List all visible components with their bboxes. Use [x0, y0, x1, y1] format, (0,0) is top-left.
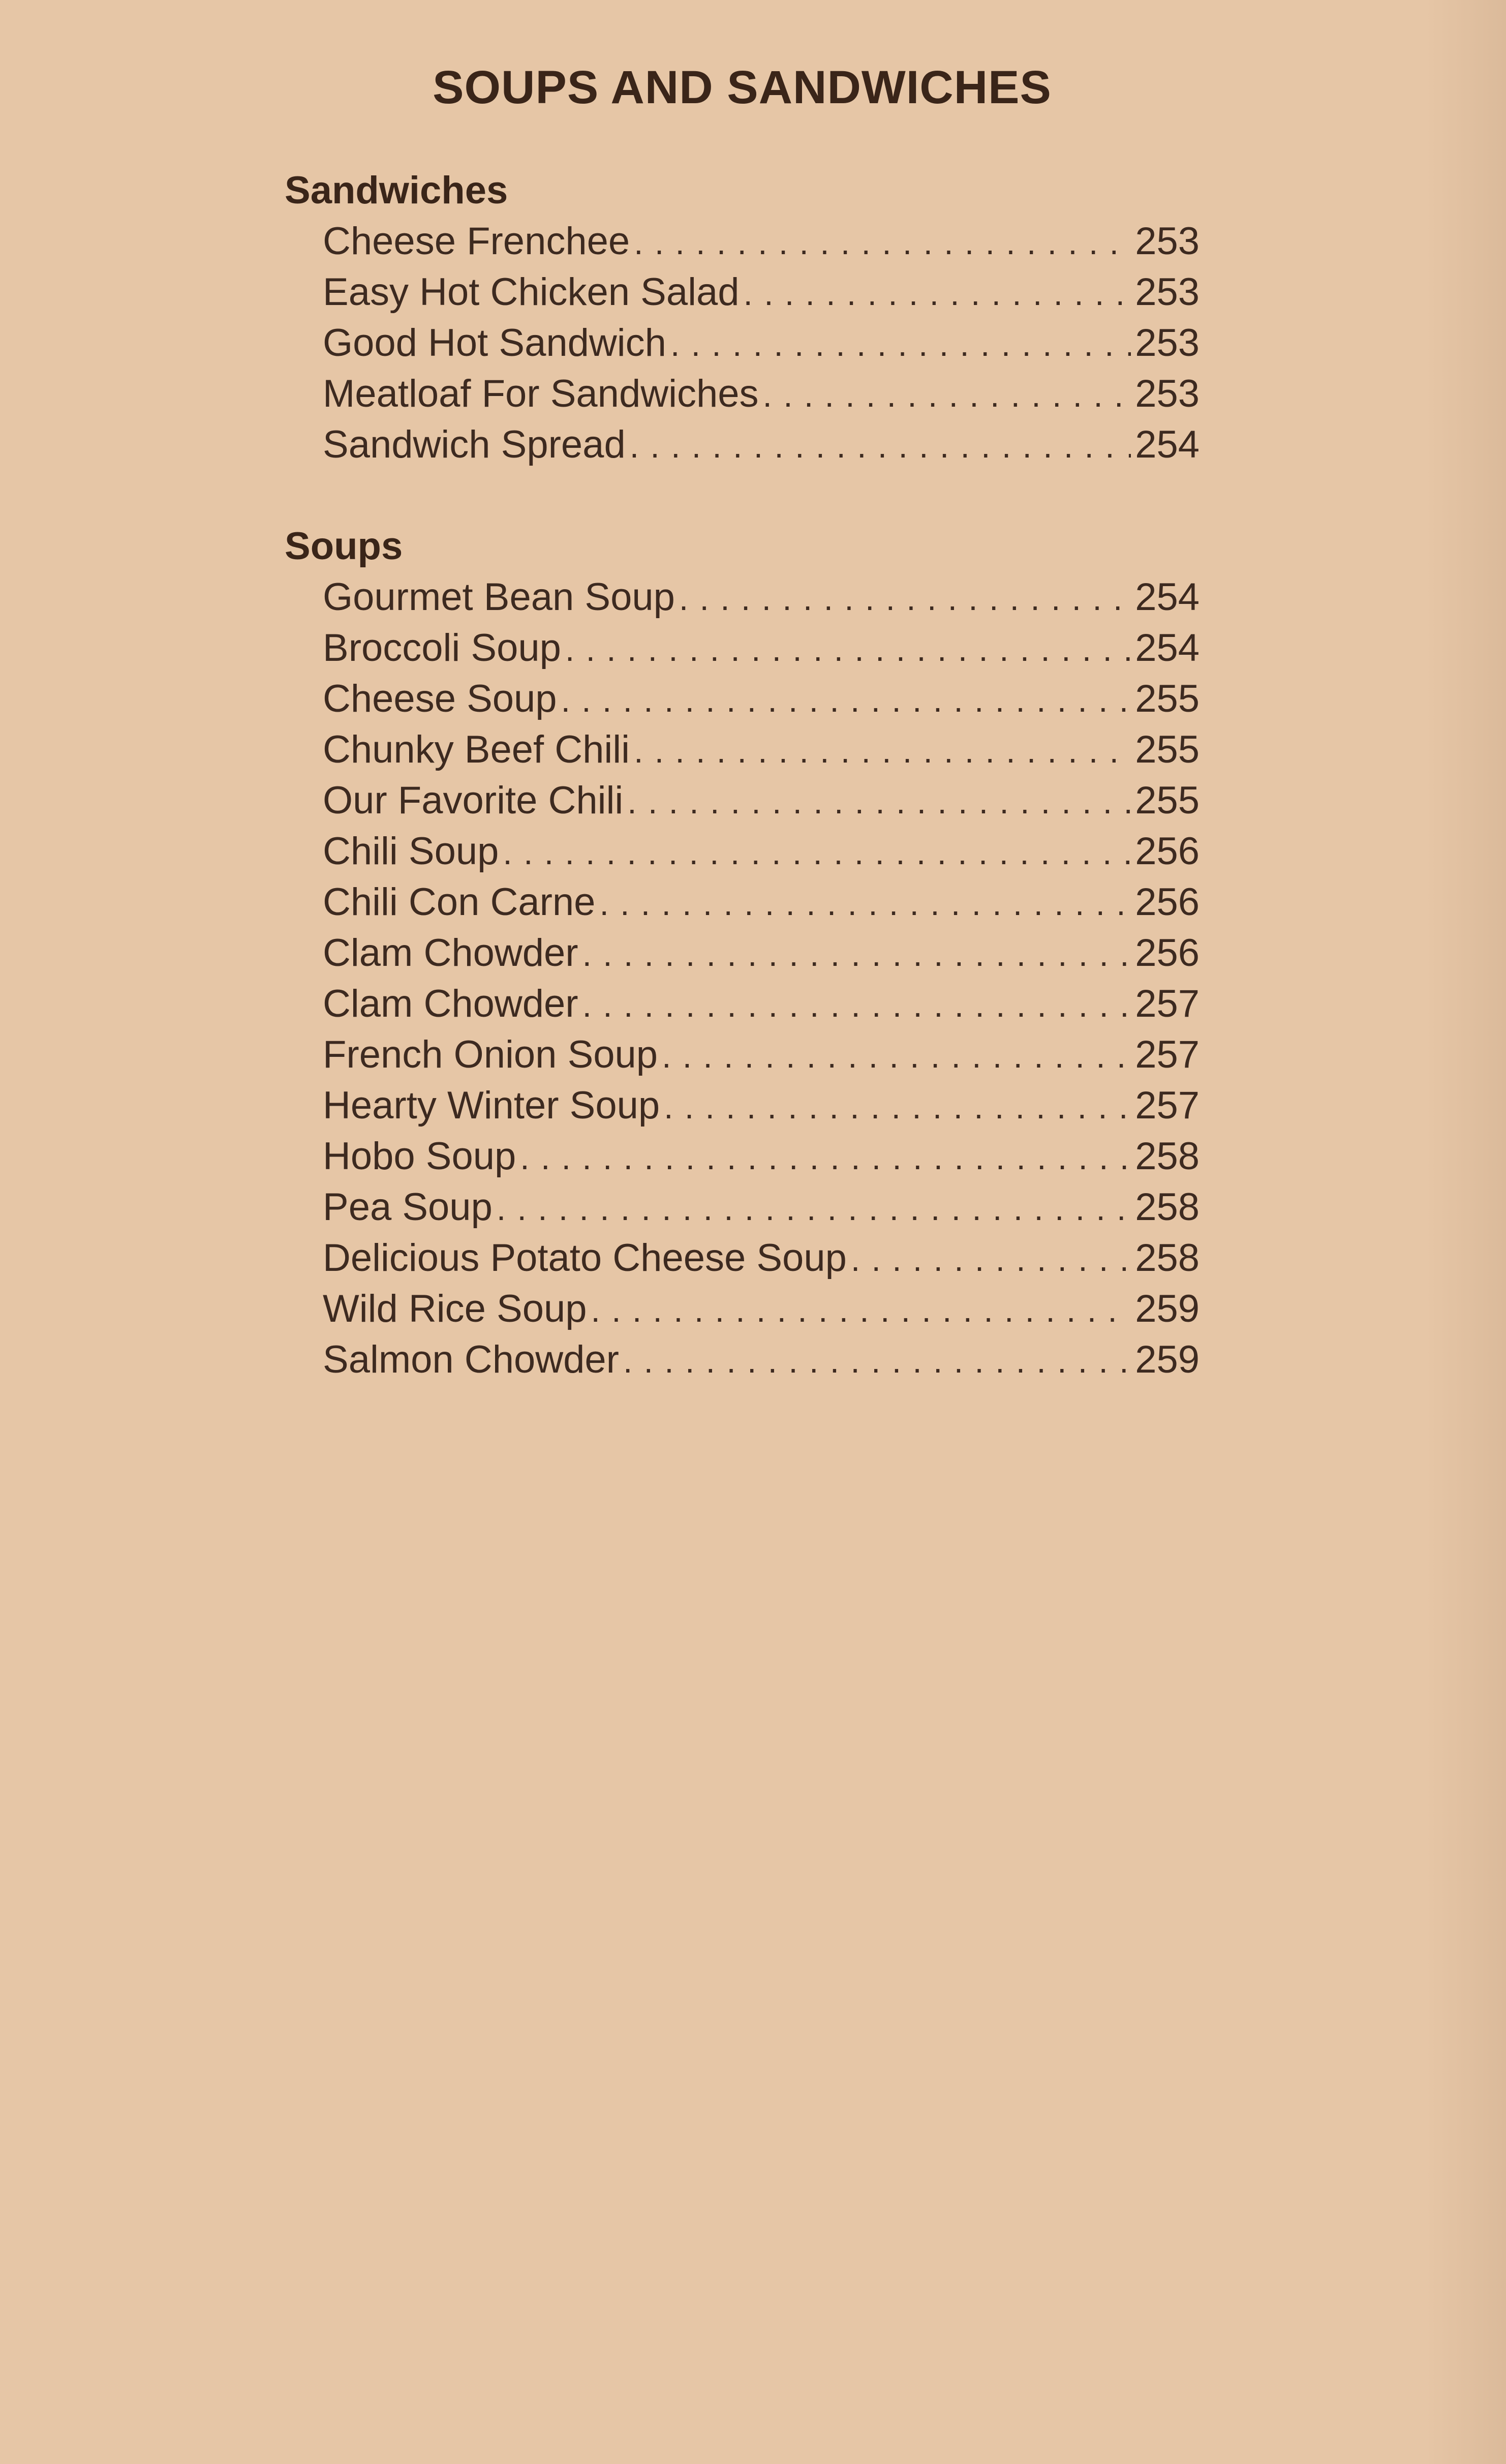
toc-entry [323, 877, 1200, 928]
entry-page-number: 259 [1135, 1287, 1200, 1330]
entry-title: Chunky Beef Chili [323, 728, 630, 771]
entry-title: Cheese Frenchee [323, 220, 630, 263]
dot-leader [634, 217, 1131, 268]
dot-leader [679, 573, 1131, 624]
entry-title: Hearty Winter Soup [323, 1084, 660, 1127]
entry-page-number: 256 [1135, 880, 1200, 924]
entry-page-number: 258 [1135, 1236, 1200, 1280]
entry-list [285, 572, 1200, 1385]
entry-title: Clam Chowder [323, 931, 578, 975]
dot-leader [634, 725, 1131, 776]
entry-title: Meatloaf For Sandwiches [323, 372, 759, 415]
toc-entry [323, 979, 1200, 1029]
entry-title: Broccoli Soup [323, 626, 561, 670]
entry-page-number: 255 [1135, 779, 1200, 822]
page-title: SOUPS AND SANDWICHES [433, 62, 1052, 113]
entry-page-number: 253 [1135, 220, 1200, 263]
entry-title: Easy Hot Chicken Salad [323, 270, 740, 314]
page-edge-shadow [1425, 0, 1506, 2464]
toc-entry [323, 928, 1200, 979]
entry-title: Chili Soup [323, 830, 499, 873]
toc-entry [323, 724, 1200, 775]
toc-entry [323, 1131, 1200, 1182]
entry-title: Gourmet Bean Soup [323, 575, 675, 619]
entry-title: Pea Soup [323, 1185, 493, 1229]
dot-leader [582, 929, 1131, 980]
dot-leader [664, 1081, 1131, 1132]
toc-entry [323, 369, 1200, 419]
toc-entry [323, 775, 1200, 826]
section-heading: Sandwiches [285, 169, 508, 212]
toc-entry [323, 1182, 1200, 1233]
toc-entry [323, 674, 1200, 724]
toc-entry [323, 572, 1200, 623]
dot-leader [851, 1234, 1131, 1285]
toc-entry [323, 1334, 1200, 1385]
toc-entry [323, 623, 1200, 674]
entry-page-number: 258 [1135, 1135, 1200, 1178]
dot-leader [503, 827, 1131, 878]
toc-entry [323, 826, 1200, 877]
toc-entry [323, 419, 1200, 470]
entry-title: French Onion Soup [323, 1033, 658, 1076]
entry-list [285, 216, 1200, 470]
dot-leader [565, 624, 1131, 675]
entry-title: Delicious Potato Cheese Soup [323, 1236, 847, 1280]
dot-leader [670, 319, 1131, 370]
entry-title: Chili Con Carne [323, 880, 596, 924]
toc-entry [323, 1029, 1200, 1080]
toc-entry [323, 216, 1200, 267]
dot-leader [662, 1030, 1131, 1081]
dot-leader [561, 675, 1131, 725]
entry-page-number: 253 [1135, 372, 1200, 415]
entry-page-number: 256 [1135, 931, 1200, 975]
dot-leader [763, 370, 1131, 420]
dot-leader [520, 1132, 1131, 1183]
entry-page-number: 257 [1135, 1033, 1200, 1076]
section-soups [285, 521, 1200, 1385]
section-heading: Soups [285, 525, 403, 568]
entry-title: Sandwich Spread [323, 423, 626, 466]
dot-leader [630, 420, 1131, 471]
entry-title: Good Hot Sandwich [323, 321, 666, 364]
toc-entry [323, 1080, 1200, 1131]
entry-page-number: 253 [1135, 270, 1200, 314]
entry-page-number: 259 [1135, 1338, 1200, 1381]
toc-entry [323, 1284, 1200, 1334]
entry-page-number: 255 [1135, 677, 1200, 720]
entry-page-number: 258 [1135, 1185, 1200, 1229]
entry-page-number: 254 [1135, 423, 1200, 466]
entry-title: Salmon Chowder [323, 1338, 619, 1381]
toc-entry [323, 318, 1200, 369]
toc-entry [323, 1233, 1200, 1284]
dot-leader [627, 776, 1131, 827]
entry-title: Clam Chowder [323, 982, 578, 1025]
entry-page-number: 253 [1135, 321, 1200, 364]
dot-leader [591, 1285, 1131, 1335]
entry-title: Our Favorite Chili [323, 779, 624, 822]
entry-page-number: 254 [1135, 575, 1200, 619]
entry-title: Hobo Soup [323, 1135, 516, 1178]
entry-title: Wild Rice Soup [323, 1287, 587, 1330]
entry-page-number: 257 [1135, 982, 1200, 1025]
dot-leader [623, 1335, 1131, 1386]
entry-page-number: 254 [1135, 626, 1200, 670]
section-sandwiches [285, 165, 1200, 470]
dot-leader [599, 878, 1131, 929]
toc-entry [323, 267, 1200, 318]
dot-leader [744, 268, 1131, 319]
entry-page-number: 256 [1135, 830, 1200, 873]
dot-leader [497, 1183, 1131, 1234]
entry-page-number: 257 [1135, 1084, 1200, 1127]
entry-title: Cheese Soup [323, 677, 557, 720]
entry-page-number: 255 [1135, 728, 1200, 771]
dot-leader [582, 980, 1131, 1030]
